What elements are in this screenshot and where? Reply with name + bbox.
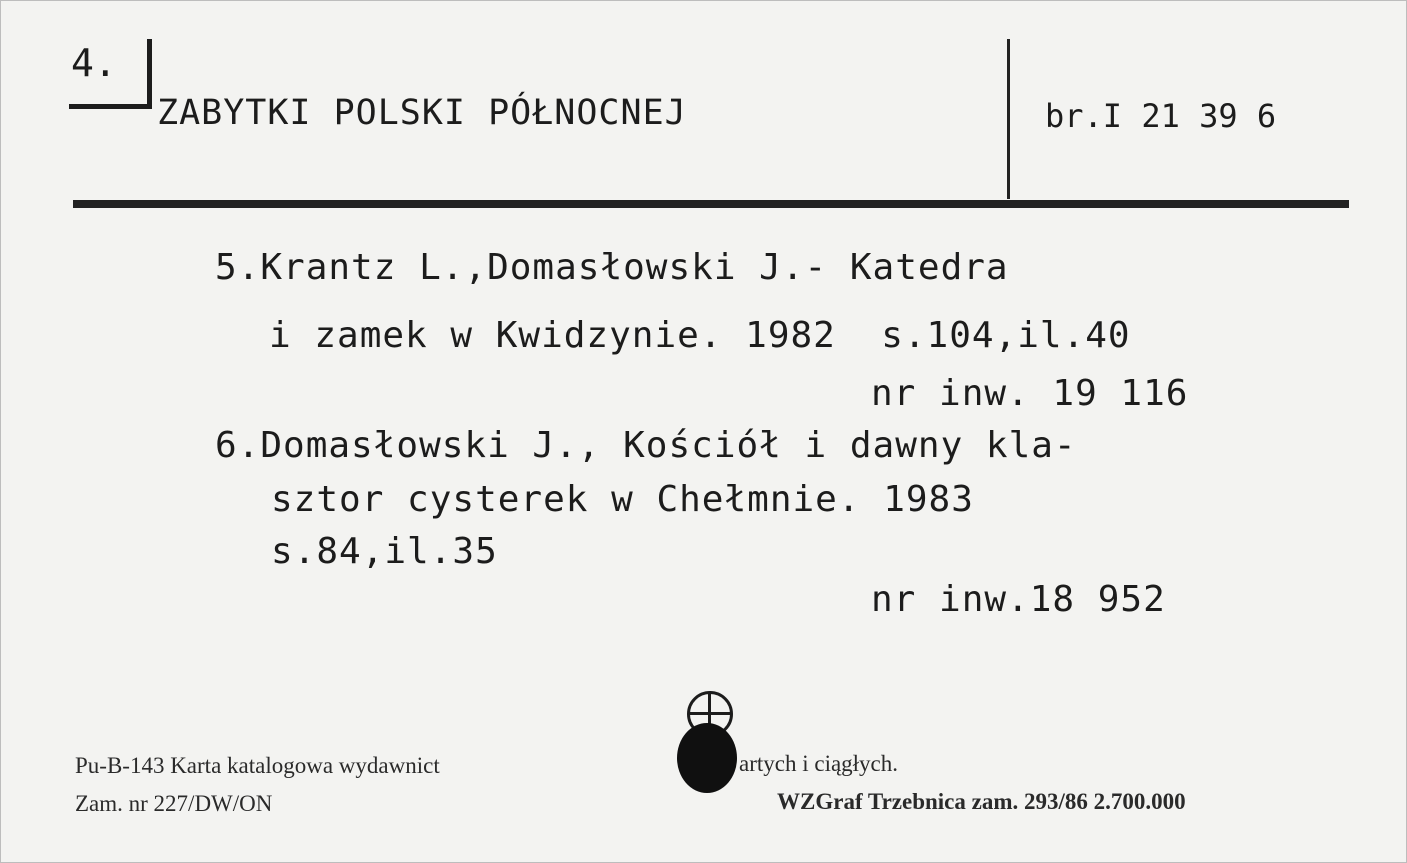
entry-6-line-3: s.84,il.35 bbox=[271, 531, 498, 572]
reference-number: br.I 21 39 6 bbox=[1045, 97, 1277, 135]
footer-order-number: Zam. nr 227/DW/ON bbox=[75, 791, 273, 816]
entry-5-inventory: nr inw. 19 116 bbox=[871, 373, 1189, 414]
section-number: 4. bbox=[71, 41, 117, 85]
card-heading: ZABYTKI POLSKI PÓŁNOCNEJ bbox=[157, 93, 687, 133]
header-rule bbox=[73, 200, 1349, 208]
punch-hole bbox=[677, 723, 737, 793]
entry-5-line-2: i zamek w Kwidzynie. 1982 s.104,il.40 bbox=[269, 315, 1131, 356]
entry-6-line-2: sztor cysterek w Chełmnie. 1983 bbox=[271, 479, 974, 520]
corner-bracket-horizontal bbox=[69, 104, 152, 109]
entry-6-line-1: 6.Domasłowski J., Kościół i dawny kla- bbox=[215, 425, 1077, 466]
entry-6-inventory: nr inw.18 952 bbox=[871, 579, 1166, 620]
header-divider bbox=[1007, 39, 1010, 199]
footer-form-left: Pu-B-143 Karta katalogowa wydawnict bbox=[75, 753, 440, 778]
corner-bracket-vertical bbox=[147, 39, 152, 109]
footer-form-right: artych i ciągłych. bbox=[739, 751, 899, 776]
footer-printer: WZGraf Trzebnica zam. 293/86 2.700.000 bbox=[777, 789, 1186, 814]
entry-5-line-1: 5.Krantz L.,Domasłowski J.- Katedra bbox=[215, 247, 1009, 288]
